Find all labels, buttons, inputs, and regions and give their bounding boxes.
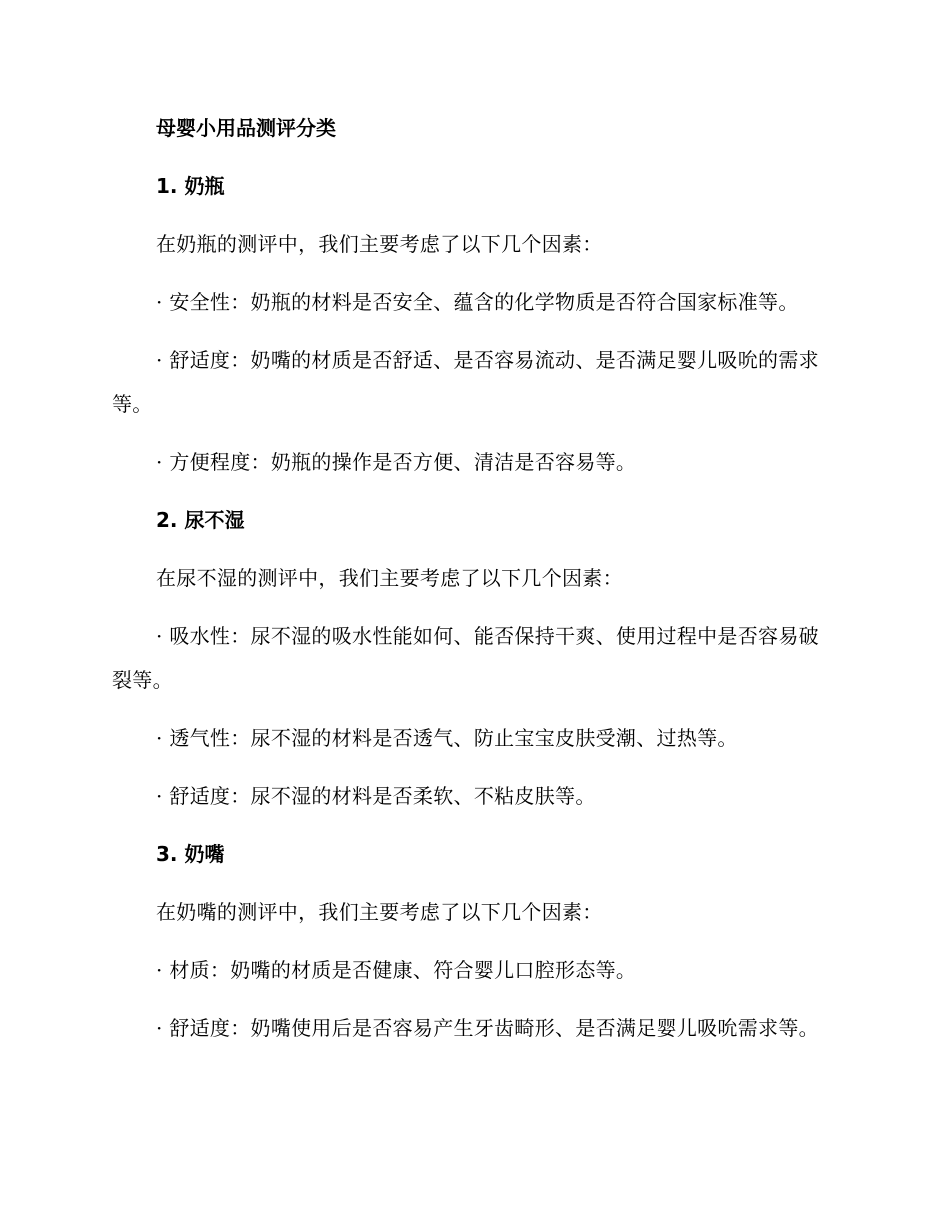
document-title: 母婴小用品测评分类 bbox=[156, 116, 336, 140]
bullet-item: · 舒适度：尿不湿的材料是否柔软、不粘皮肤等。 bbox=[156, 784, 596, 808]
section-heading-pacifier: 3. 奶嘴 bbox=[156, 842, 225, 866]
section-intro-diaper: 在尿不湿的测评中，我们主要考虑了以下几个因素： bbox=[156, 566, 623, 590]
section-heading-bottle: 1. 奶瓶 bbox=[156, 174, 225, 198]
bullet-item: · 安全性：奶瓶的材料是否安全、蕴含的化学物质是否符合国家标准等。 bbox=[156, 290, 799, 314]
bullet-item: · 方便程度：奶瓶的操作是否方便、清洁是否容易等。 bbox=[156, 450, 637, 474]
section-intro-bottle: 在奶瓶的测评中，我们主要考虑了以下几个因素： bbox=[156, 232, 603, 256]
bullet-item: · 舒适度：奶嘴使用后是否容易产生牙齿畸形、是否满足婴儿吸吮需求等。 bbox=[156, 1016, 819, 1040]
section-intro-pacifier: 在奶嘴的测评中，我们主要考虑了以下几个因素： bbox=[156, 900, 603, 924]
document-body bbox=[112, 106, 830, 1064]
bullet-item: · 材质：奶嘴的材质是否健康、符合婴儿口腔形态等。 bbox=[156, 958, 637, 982]
bullet-item: · 透气性：尿不湿的材料是否透气、防止宝宝皮肤受潮、过热等。 bbox=[156, 726, 738, 750]
bullet-item: · 舒适度：奶嘴的材质是否舒适、是否容易流动、是否满足婴儿吸吮的需求等。 bbox=[112, 348, 819, 416]
section-heading-diaper: 2. 尿不湿 bbox=[156, 508, 245, 532]
bullet-item: · 吸水性：尿不湿的吸水性能如何、能否保持干爽、使用过程中是否容易破裂等。 bbox=[112, 624, 819, 692]
